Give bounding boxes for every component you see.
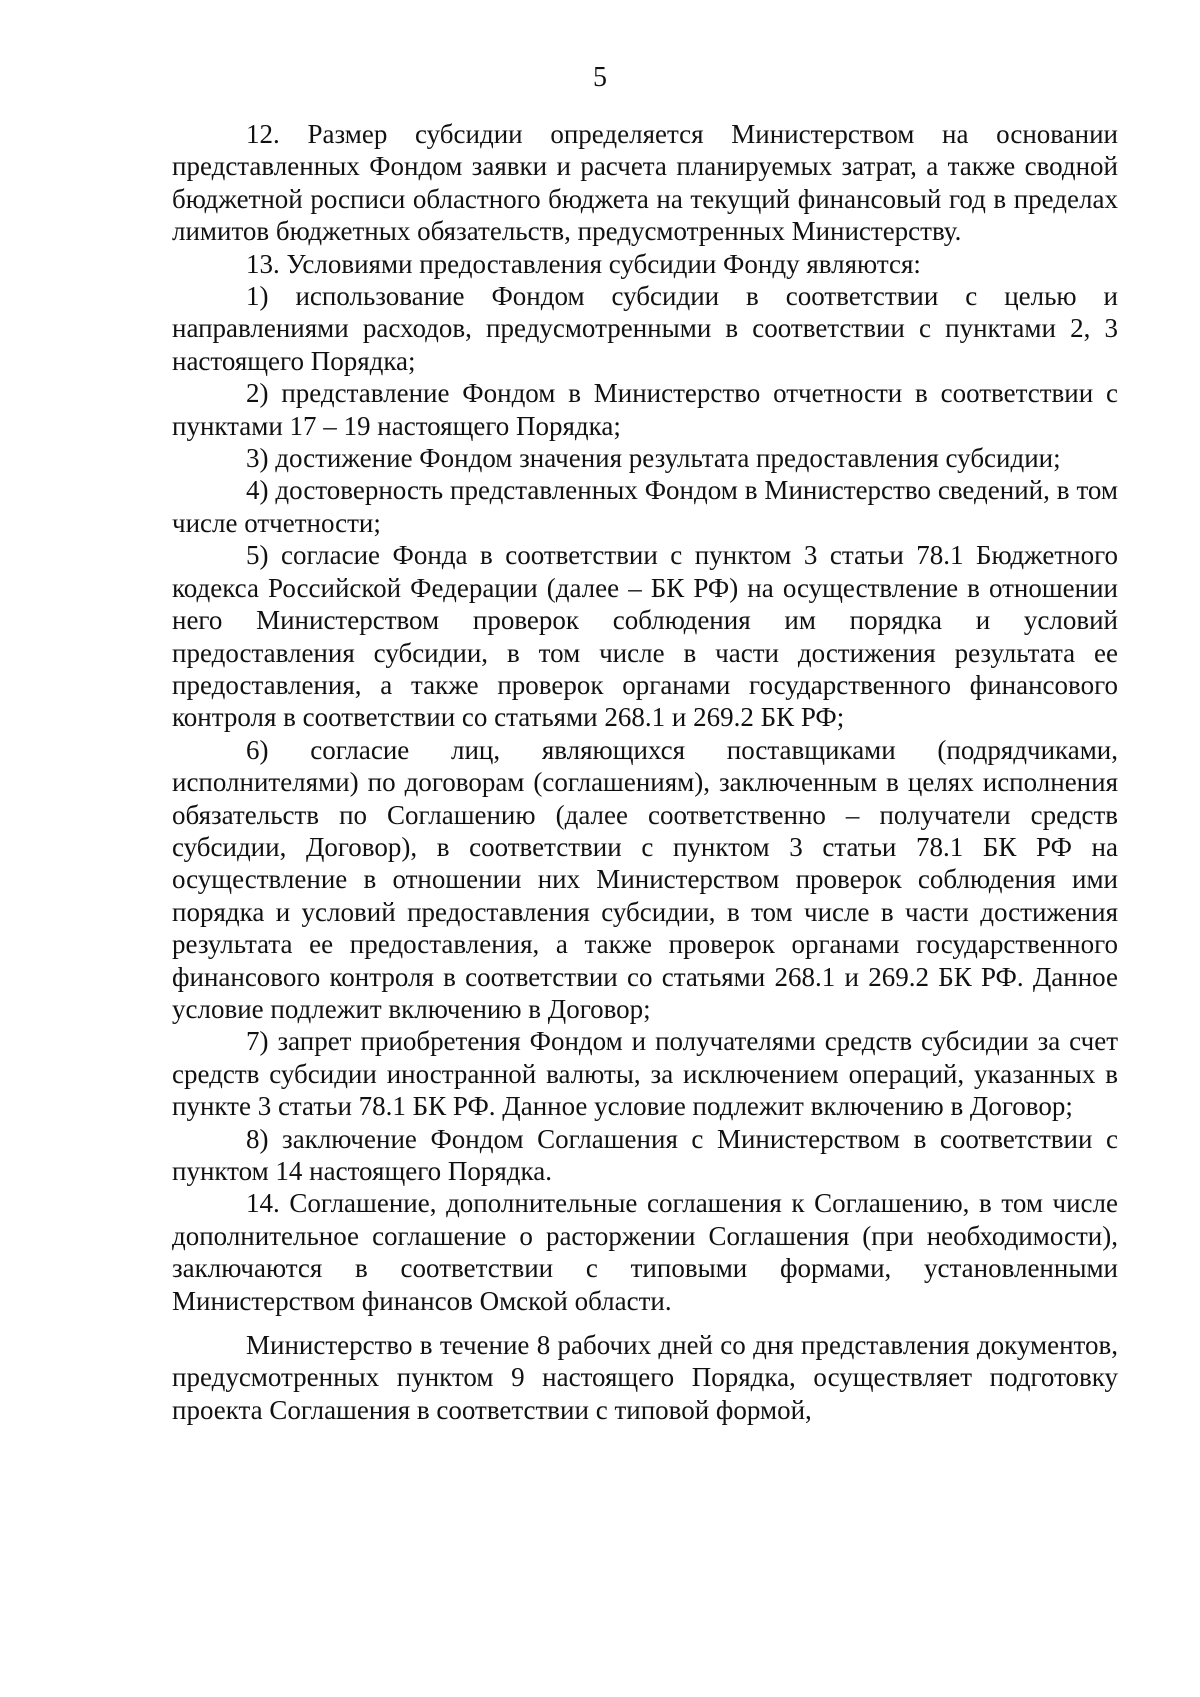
condition-3: 3) достижение Фондом значения результата предоставления субсидии; [246,443,1061,474]
paragraph-14-continuation: Министерство в течение 8 рабочих дней со дня представления документов, предусмотренных пунктом 9 настоящего Порядка, осуществляет подготовку проекта Соглашения в соответствии с типовой формой, [172,1330,1118,1425]
condition-4: 4) достоверность представленных Фондом в Министерство сведений, в том числе отчетности; [172,475,1118,538]
paragraph-12: 12. Размер субсидии определяется Министерством на основании представленных Фондом заявки и расчета планируемых затрат, а также сводной бюджетной росписи областного бюджета на текущий финансовый год в пределах лимитов бюджетных обязательств, предусмотренных Министерству. [172,119,1118,247]
condition-1: 1) использование Фондом субсидии в соответствии с целью и направлениями расходов, предусмотренными в соответствии с пунктами 2, 3 настоящего Порядка; [172,281,1118,376]
condition-2: 2) представление Фондом в Министерство отчетности в соответствии с пунктами 17 – 19 настоящего Порядка; [172,378,1118,441]
condition-8: 8) заключение Фондом Соглашения с Министерством в соответствии с пунктом 14 настоящего Порядка. [172,1123,1118,1186]
document-body [172,118,1118,1426]
condition-6: 6) согласие лиц, являющихся поставщиками (подрядчиками, исполнителями) по договорам (соглашениям), заключенным в целях исполнения обязательств по Соглашению (далее соответственно – получатели средств субсидии, Договор), в соответствии с пунктом 3 статьи 78.1 БК РФ на осуществление в отношении них Министерством проверок соблюдения ими порядка и условий предоставления субсидии, в том числе в части достижения результата ее предоставления, а также проверок органами государственного финансового контроля в соответствии со статьями 268.1 и 269.2 БК РФ. Данное условие подлежит включению в Договор; [172,734,1118,1024]
paragraph-13: 13. Условиями предоставления субсидии Фонду являются: [246,248,921,279]
condition-7: 7) запрет приобретения Фондом и получателями средств субсидии за счет средств субсидии иностранной валюты, за исключением операций, указанных в пункте 3 статьи 78.1 БК РФ. Данное условие подлежит включению в Договор; [172,1026,1118,1122]
condition-5: 5) согласие Фонда в соответствии с пунктом 3 статьи 78.1 Бюджетного кодекса Российской Федерации (далее – БК РФ) на осуществление в отношении него Министерством проверок соблюдения им порядка и условий предоставления субсидии, в том числе в части достижения результата ее предоставления, а также проверок органами государственного финансового контроля в соответствии со статьями 268.1 и 269.2 БК РФ; [172,540,1118,733]
paragraph-14: 14. Соглашение, дополнительные соглашения к Соглашению, в том числе дополнительное соглашение о расторжении Соглашения (при необходимости), заключаются в соответствии с типовыми формами, установленными Министерством финансов Омской области. [172,1188,1118,1316]
page-number: 5 [593,62,607,93]
